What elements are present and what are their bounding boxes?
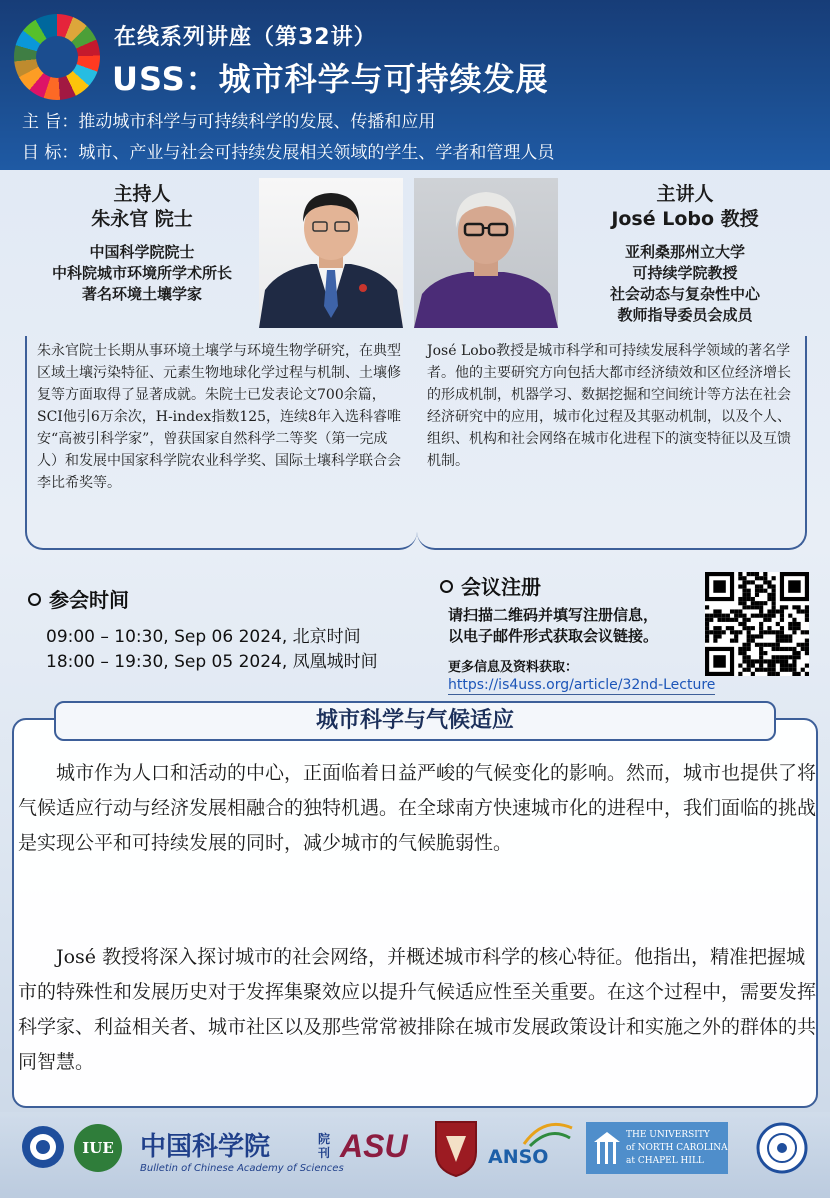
- schedule-slot: [46, 647, 378, 672]
- cas-emblem-icon: [20, 1124, 66, 1174]
- unc-line: THE UNIVERSITY: [626, 1130, 710, 1140]
- chongqing-university-seal-icon: [756, 1122, 808, 1178]
- partner-logos: [0, 1112, 830, 1198]
- anso-swirl-icon: [520, 1118, 576, 1152]
- host-photo: [259, 178, 403, 328]
- audience-label: 目 标：: [22, 143, 79, 163]
- anso-logo: ANSO: [488, 1146, 549, 1168]
- registration-instruction: 请扫描二维码并填写注册信息，: [448, 606, 659, 624]
- registration-instruction: 以电子邮件形式获取会议链接。: [448, 627, 659, 645]
- speaker-photo: [414, 178, 558, 328]
- host-name: 朱永官 院士: [91, 208, 193, 230]
- cas-name: 中国科学院: [140, 1132, 271, 1162]
- registration-heading: [440, 571, 541, 600]
- lecture-link[interactable]: https://is4uss.org/article/32nd-Lecture: [448, 677, 716, 693]
- host-role: 主持人: [113, 183, 171, 205]
- host-affiliation: 中国科学院院士: [89, 243, 195, 261]
- speaker-role: 主讲人: [656, 183, 714, 205]
- schedule-heading-text: 参会时间: [49, 588, 129, 612]
- unc-well-icon: [592, 1130, 622, 1172]
- asu-logo: ASU: [340, 1128, 408, 1164]
- topic-paragraph: José 教授将深入探讨城市的社会网络，并概述城市科学的核心特征。他指出，精准把握城市的特殊性和发展历史对于发挥集聚效应以提升气候适应性至关重要。在这个过程中，需要发挥科学家、利益相关者、城市社区以及那些常常被排除在城市发展政策设计和实施之外的群体的共同智慧。: [18, 946, 817, 1073]
- unc-line: at CHAPEL HILL: [626, 1156, 704, 1166]
- registration-qr-icon[interactable]: [705, 572, 809, 676]
- iue-logo: IUE: [74, 1124, 122, 1172]
- cas-subtitle: Bulletin of Chinese Academy of Sciences: [140, 1163, 344, 1174]
- speaker-name: José Lobo 教授: [611, 208, 759, 230]
- host-affiliation: 著名环境土壤学家: [81, 285, 202, 303]
- purpose-line: [22, 107, 435, 132]
- topic-title: 城市科学与气候适应: [54, 701, 776, 741]
- host-info: [30, 182, 254, 305]
- uss-logo: [14, 14, 100, 100]
- host-affiliations: [30, 242, 254, 305]
- lecture-title: USS：城市科学与可持续发展: [112, 60, 549, 98]
- schedule-heading: [28, 584, 129, 613]
- host-affiliation: 中科院城市环境所学术所长: [51, 264, 232, 282]
- header-banner: [0, 0, 830, 170]
- speaker-affiliation: 教师指导委员会成员: [617, 306, 753, 324]
- slot-zone: 凤凰城时间: [292, 652, 378, 672]
- topic-paragraph: 城市作为人口和活动的中心，正面临着日益严峻的气候变化的影响。然而，城市也提供了将气候适应行动与经济发展相融合的独特机遇。在全球南方快速城市化的进程中，我们面临的挑战是实现公平和可持续发展的同时，减少城市的气候脆弱性。: [18, 762, 817, 854]
- series-title: 在线系列讲座（第32讲）: [114, 25, 377, 50]
- more-info-label: 更多信息及资料获取：: [448, 660, 579, 675]
- bullet-circle-icon: [28, 593, 41, 606]
- registration-heading-text: 会议注册: [461, 575, 541, 599]
- host-bio: 朱永官院士长期从事环境土壤学与环境生物学研究，在典型区域土壤污染特征、元素生物地球化学过程与机制、土壤修复等方面取得了显著成就。朱院士已发表论文700余篇，SCI他引6万余次，H-index指数125，连续8年入选科睿唯安“高被引科学家”，曾获国家自然科学二等奖（第一完成人）和发展中国家科学院农业科学奖、国际土壤科学联合会李比希奖等。: [25, 336, 417, 550]
- speaker-affiliation: 亚利桑那州立大学: [624, 243, 745, 261]
- speaker-portrait-icon: [414, 178, 558, 328]
- chicago-crest-icon: [434, 1118, 478, 1182]
- speaker-info: [570, 182, 800, 326]
- host-portrait-icon: [259, 178, 403, 328]
- unc-line: of NORTH CAROLINA: [626, 1143, 728, 1153]
- purpose-label: 主 旨：: [22, 112, 79, 132]
- audience-text: 城市、产业与社会可持续发展相关领域的学生、学者和管理人员: [78, 143, 555, 163]
- speaker-bio: José Lobo教授是城市科学和可持续发展科学领域的著名学者。他的主要研究方向包括大都市经济绩效和区位经济增长的形成机制，机器学习、数据挖掘和空间统计等方法在社会经济研究中的应用，城市化过程及其驱动机制，以及个人、组织、机构和社会网络在城市化进程下的演变特征以及互馈机制。: [417, 336, 807, 550]
- cas-bulletin-logo: [140, 1126, 344, 1174]
- bullet-circle-icon: [440, 580, 453, 593]
- speaker-affiliation: 社会动态与复杂性中心: [609, 285, 760, 303]
- speaker-affiliations: [570, 242, 800, 326]
- slot-zone: 北京时间: [292, 627, 361, 647]
- slot-time: 18:00 – 19:30, Sep 05 2024,: [46, 652, 288, 672]
- slot-time: 09:00 – 10:30, Sep 06 2024,: [46, 627, 288, 647]
- schedule-slot: [46, 622, 361, 647]
- purpose-text: 推动城市科学与可持续科学的发展、传播和应用: [78, 112, 436, 132]
- audience-line: [22, 138, 554, 163]
- cas-bulletin-mark: 院刊: [318, 1132, 331, 1160]
- speaker-affiliation: 可持续学院教授: [632, 264, 738, 282]
